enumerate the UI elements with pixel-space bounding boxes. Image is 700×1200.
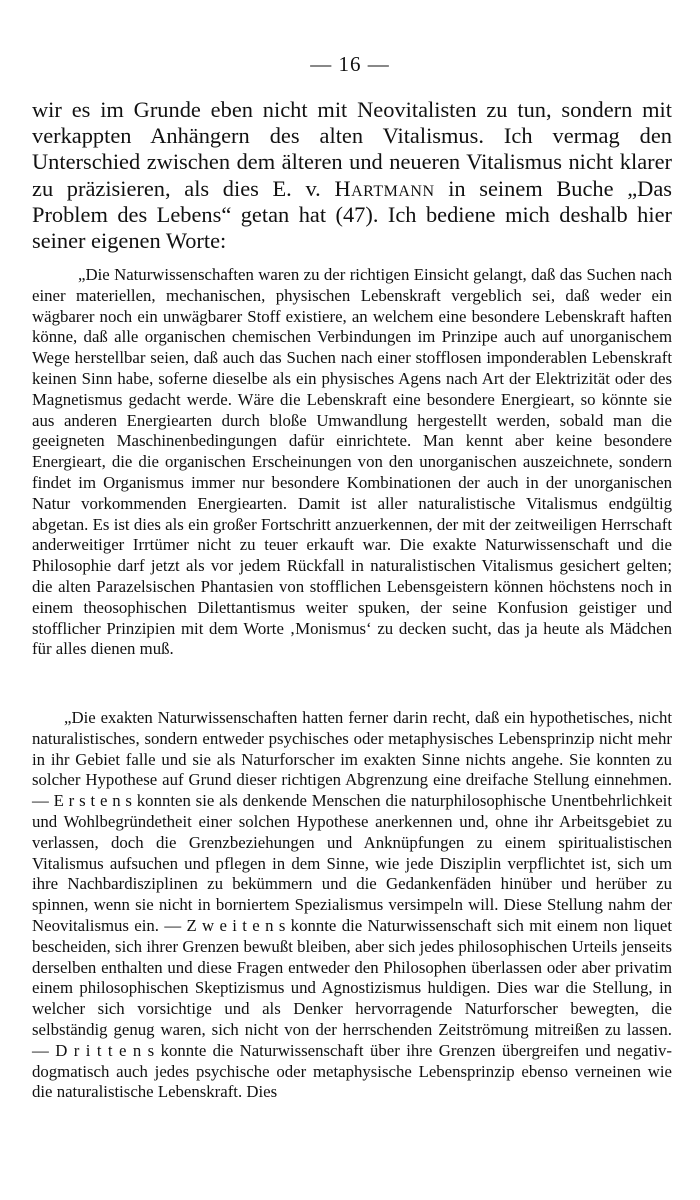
page-number: — 16 —	[310, 52, 390, 76]
author-name: Hartmann	[334, 175, 435, 201]
quote-paragraph-2: „Die exakten Naturwissenschaften hatten ferner darin recht, daß ein hypothetisches, nicht naturalistisches, sondern entweder psychisches oder metaphysisches Lebensprinzip nicht mehr in ihr Gebiet falle und sie als Naturforscher im exakten Sinne nichts angehe. Sie konnten zu solcher Hypothese auf Grund dieser richtigen Abgrenzung eine dreifache Stellung einnehmen. — E r s t e n s konnten sie als denkende Menschen die naturphilosophische Unentbehrlichkeit und Wohlbegründetheit einer solchen Hypothese anerkennen und, ohne ihr Arbeitsgebiet zu verlassen, doch die Grenzbeziehungen und Anknüpfungen zu einem spiritualistischen Vitalismus aufsuchen und pflegen in dem Sinne, wie jede Disziplin verpflichtet ist, sich um ihre Nachbardisziplinen zu bekümmern und die Gedankenfäden hinüber und herüber zu spinnen, wenn sie nicht in borniertem Spezialismus versimpeln will. Diese Stellung nahm der Neovitalismus ein. — Z w e i t e n s konnte die Naturwissenschaft sich mit einem non liquet bescheiden, sich ihrer Grenzen bewußt bleiben, aber sich jedes philosophischen Urteils jenseits derselben enthalten und diese Fragen entweder den Philosophen überlassen oder aber privatim einem philosophischen Skeptizismus und Agnostizismus huldigen. Dies war die Stellung, in welcher sich vorsichtige und als Denker hervorragende Naturforscher bewegten, die selbständig genug waren, sich nicht von der herrschenden Zeitströmung mitreißen zu lassen. — D r i t t e n s konnte die Naturwissenschaft über ihre Grenzen übergreifen und negativ-dogmatisch auch jedes psychische oder metaphysische Lebensprinzip ebenso verneinen wie die naturalistische Lebenskraft. Dies	[32, 708, 672, 1102]
intro-text-start: wir es im Grunde eben nicht mit Neovitalisten zu tun, sondern mit verkappten Anhängern des alten Vitalismus. Ich vermag den Unterschied zwischen dem älteren und neueren Vitalismus nicht klarer zu präzisieren, als dies E. v.	[32, 97, 672, 201]
quote-paragraph-1: „Die Naturwissenschaften waren zu der richtigen Einsicht gelangt, daß das Suchen nach einer materiellen, mechanischen, physischen Lebenskraft vergeblich sei, daß weder ein wägbarer noch ein unwägbarer Stoff existiere, an welchem eine besondere Lebenskraft haften könne, daß alle organischen chemischen Verbindungen im Prinzipe auch auf unorganischem Wege herstellbar seien, daß auch das Suchen nach einer stofflosen imponderablen Lebenskraft keinen Sinn habe, soferne dieselbe als ein physisches Agens nach Art der Elektrizität oder des Magnetismus gedacht werde. Wäre die Lebenskraft eine besondere Energieart, so könnte sie aus anderen Energiearten durch bloße Umwandlung hergestellt werden, sobald man die geeigneten Maschinenbedingungen dafür einrichtete. Man kennt aber keine besondere Energieart, die die organischen Erscheinungen von den unorganischen auszeichnete, sondern findet im Organismus immer nur besondere Kombinationen der auch in der unorganischen Natur vorkommenden Energiearten. Damit ist aller naturalistische Vitalismus endgültig abgetan. Es ist dies als ein großer Fortschritt anzuerkennen, der mit der zeitweiligen Herrschaft anderweitiger Irrtümer nicht zu teuer erkauft war. Die exakte Naturwissenschaft und die Philosophie darf jetzt als vor jedem Rückfall in naturalistischen Vitalismus gesichert gelten; die alten Parazelsischen Phantasien von stofflichen Lebensgeistern können höchstens noch in einem theosophischen Dilettantismus weiter spuken, der seine Konfusion geistiger und stofflicher Prinzipien mit dem Worte ‚Monismus‘ zu decken sucht, das ja heute als Mädchen für alles dienen muß.	[32, 265, 672, 659]
intro-paragraph	[32, 97, 672, 254]
intro-text-end: in seinem Buche „Das Problem des Lebens“ getan hat (47). Ich bediene mich deshalb hier seiner eigenen Worte:	[32, 175, 672, 254]
